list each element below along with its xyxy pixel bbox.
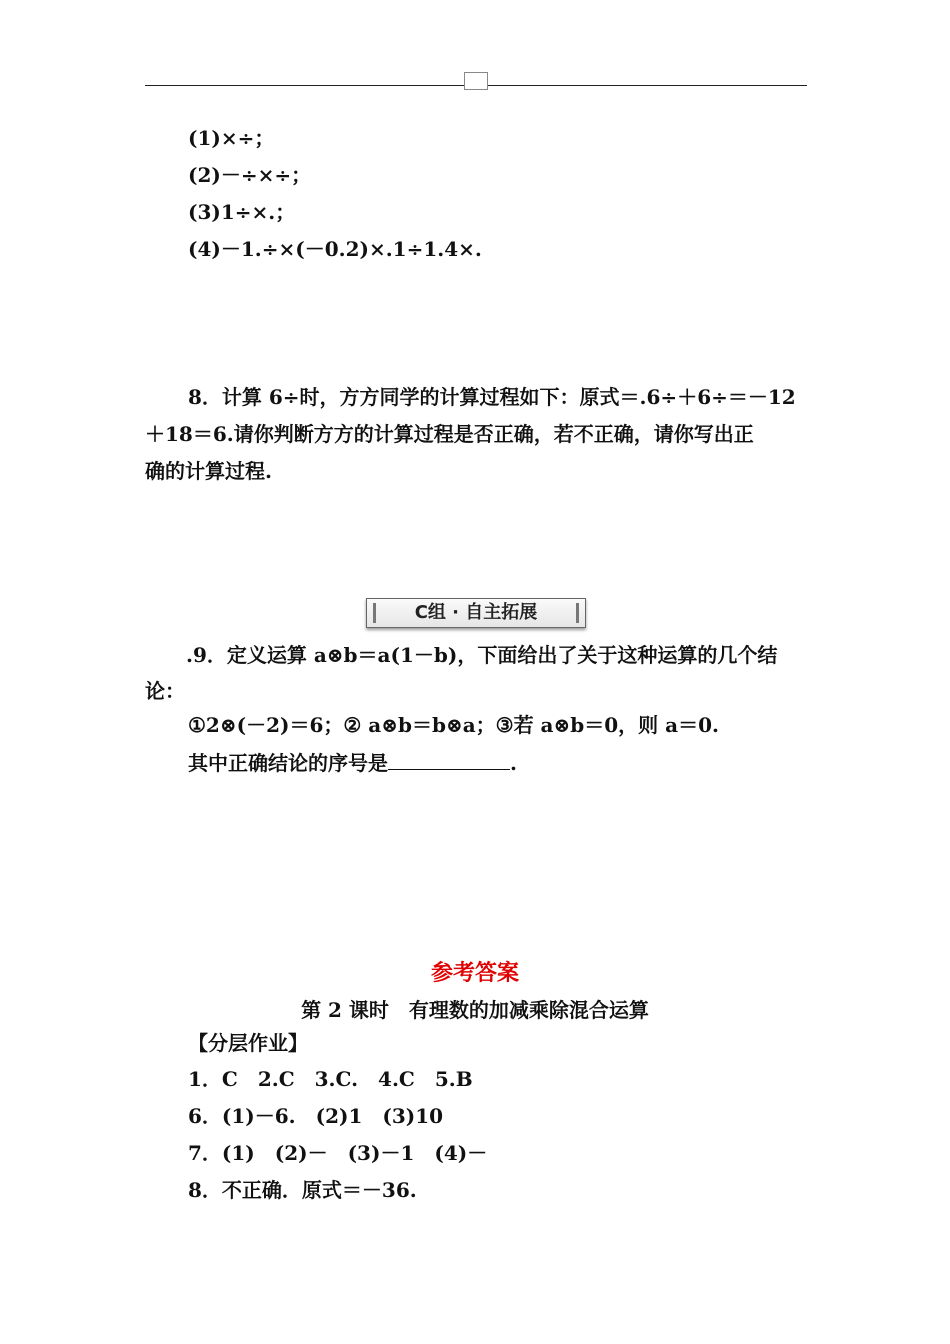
- q7-part-2: (2)－÷×÷；: [188, 163, 312, 187]
- q7-part-3: (3)1÷×.；: [188, 200, 296, 224]
- q9-line-3: ①2⊗(－2)＝6；② a⊗b＝b⊗a；③若 a⊗b＝0，则 a＝0.: [188, 713, 719, 737]
- q8-line-1: 8．计算 6÷时，方方同学的计算过程如下：原式＝.6÷＋6÷＝－12: [188, 385, 796, 409]
- answers-subtitle: 第 2 课时 有理数的加减乘除混合运算: [301, 998, 649, 1022]
- q9-period: .: [510, 751, 517, 775]
- q9-line-1: .9．定义运算 a⊗b＝a(1－b)，下面给出了关于这种运算的几个结: [186, 643, 778, 667]
- q9-prompt: 其中正确结论的序号是: [188, 751, 388, 775]
- header-box: [464, 72, 488, 90]
- section-c-banner: C组 · 自主拓展: [366, 598, 586, 628]
- q7-part-1: (1)×÷；: [188, 126, 275, 150]
- q8-line-3: 确的计算过程.: [145, 459, 272, 483]
- answer-blank[interactable]: [388, 751, 510, 770]
- answers-title: 参考答案: [430, 960, 519, 986]
- q7-part-4: (4)－1.÷×(－0.2)×.1÷1.4×.: [188, 237, 482, 261]
- q8-line-2: ＋18＝6.请你判断方方的计算过程是否正确，若不正确，请你写出正: [145, 422, 754, 446]
- answer-line-3: 7．(1) (2)－ (3)－1 (4)－: [188, 1141, 488, 1165]
- answers-section: 【分层作业】: [188, 1031, 308, 1055]
- answer-line-4: 8．不正确．原式＝－36.: [188, 1178, 417, 1202]
- answer-line-2: 6．(1)－6. (2)1 (3)10: [188, 1104, 444, 1128]
- q9-line-4: [188, 751, 517, 775]
- q9-line-2: 论：: [145, 679, 185, 703]
- answer-line-1: 1．C 2.C 3.C. 4.C 5.B: [188, 1067, 473, 1091]
